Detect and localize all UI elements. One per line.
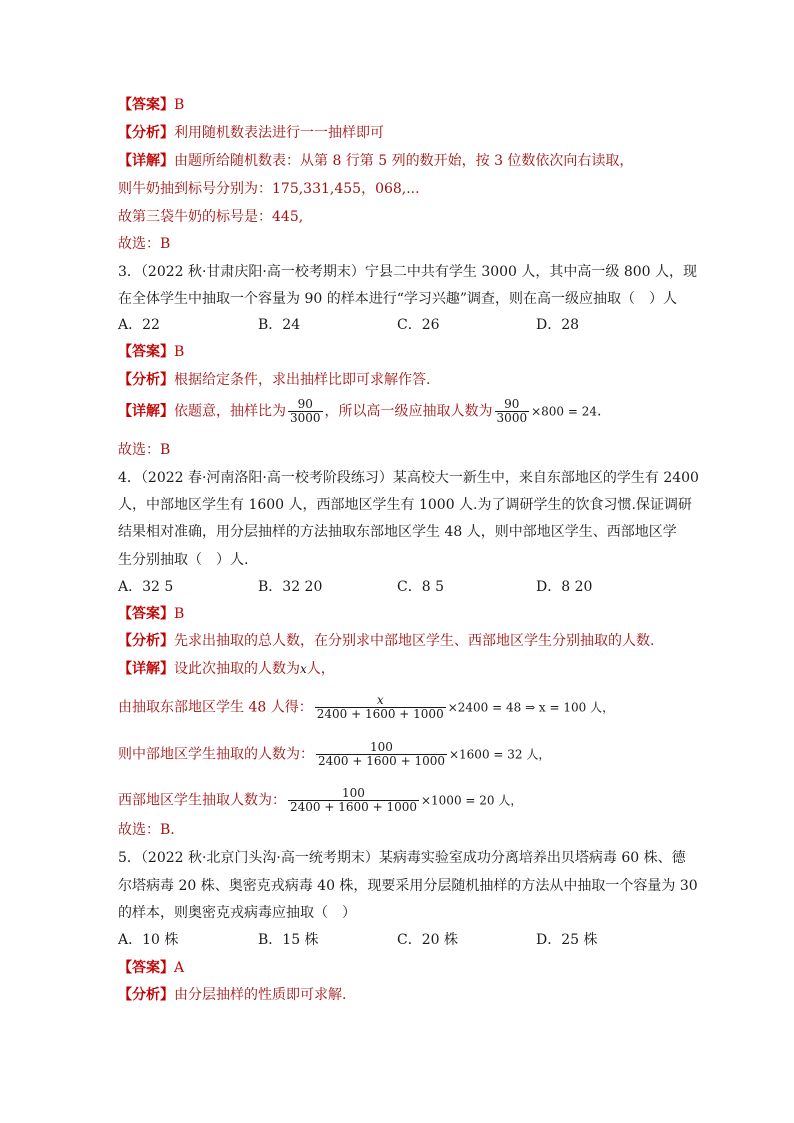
q4-option-d: D．8 20	[536, 579, 593, 595]
q5-analysis: 由分层抽样的性质即可求解.	[174, 987, 347, 1003]
q4-stem-2: 人，中部地区学生有 1600 人，西部地区学生有 1000 人.为了调研学生的饮食习惯.保证调研	[118, 497, 692, 513]
answer-tag: 【答案】	[118, 606, 174, 622]
q3-analysis: 根据给定条件，求出抽样比即可求解作答.	[174, 372, 431, 388]
q4-calc-line-1	[118, 694, 614, 721]
answer-tag: 【答案】	[118, 97, 174, 113]
q2-detail-line	[118, 152, 633, 170]
detail-tag: 【详解】	[118, 661, 174, 677]
q5-option-d: D．25 株	[536, 932, 598, 948]
q5-option-a: A．10 株	[118, 932, 179, 948]
q2-analysis: 利用随机数表法进行一一抽样即可	[174, 125, 384, 141]
q2-analysis-line	[118, 124, 384, 142]
q5-answer: A	[174, 960, 185, 976]
answer-tag: 【答案】	[118, 960, 174, 976]
q3-stem-2: 在全体学生中抽取一个容量为 90 的样本进行“学习兴趣”调查，则在高一级应抽取（ ）人	[118, 291, 678, 307]
q5-option-c: C．20 株	[397, 932, 458, 948]
q4-line2-pre: 则中部地区学生抽取的人数为：	[118, 746, 314, 763]
q3-detail-b: ，所以高一级应抽取人数为	[324, 403, 493, 420]
q3-frac-den-2: 3000	[496, 411, 528, 425]
q3-detail-line	[118, 398, 601, 425]
q4-answer: B	[174, 606, 185, 622]
q3-detail-c: ×800 = 24	[531, 404, 598, 419]
q4-stem-4: 生分别抽取（ ）人.	[118, 552, 249, 568]
q4-line3-den: 2400 + 1600 + 1000	[290, 800, 417, 814]
q3-frac-num-1: 90	[297, 397, 313, 411]
q4-line1-den: 2400 + 1600 + 1000	[316, 707, 444, 721]
q4-line3-pre: 西部地区学生抽取人数为：	[118, 792, 286, 809]
analysis-tag: 【分析】	[118, 372, 174, 388]
q4-var-x: x	[300, 662, 307, 676]
q4-stem-1: 4．（2022 春·河南洛阳·高一校考阶段练习）某高校大一新生中，来自东部地区的学生有 2400	[118, 470, 699, 486]
q2-detail-3: 故第三袋牛奶的标号是：445,	[118, 209, 304, 225]
q4-line2-post: ×1600 = 32 人，	[448, 747, 551, 762]
q5-stem-3: 的样本，则奥密克戎病毒应抽取（ ）	[118, 905, 356, 921]
q3-analysis-line	[118, 371, 430, 389]
q2-detail-1: 由题所给随机数表：从第 8 行第 5 列的数开始，按 3 位数依次向右读取，	[174, 153, 634, 169]
q5-stem-1: 5．（2022 秋·北京门头沟·高一统考期末）某病毒实验室成功分离培养出贝塔病毒 60 株、德	[118, 850, 686, 866]
answer-tag: 【答案】	[118, 344, 174, 360]
q4-line1-fraction	[315, 694, 446, 721]
q4-line2-num: 100	[370, 740, 393, 754]
q3-conclusion: 故选：B	[118, 442, 171, 458]
q3-frac-num-2: 90	[504, 397, 520, 411]
q4-calc-line-3	[118, 787, 522, 814]
q4-analysis: 先求出抽取的总人数，在分别求中部地区学生、西部地区学生分别抽取的人数.	[174, 633, 655, 649]
q4-conclusion: 故选：B.	[118, 822, 175, 838]
analysis-tag: 【分析】	[118, 125, 174, 141]
q4-line3-fraction	[288, 787, 419, 814]
q3-stem-1: 3．（2022 秋·甘肃庆阳·高一校考期末）宁县二中共有学生 3000 人，其中高一级 800 人，现	[118, 264, 698, 280]
q5-option-b: B．15 株	[258, 932, 319, 948]
q4-analysis-line	[118, 632, 654, 650]
q4-line2-fraction	[316, 741, 447, 768]
q3-detail-end: .	[597, 403, 602, 420]
q3-option-c: C．26	[397, 317, 440, 333]
q3-option-d: D．28	[536, 317, 580, 333]
detail-tag: 【详解】	[118, 153, 174, 169]
q2-answer: B	[174, 97, 185, 113]
q5-analysis-line	[118, 986, 346, 1004]
q2-detail-2: 则牛奶抽到标号分别为：175,331,455，068,...	[118, 181, 420, 197]
q2-conclusion: 故选：B	[118, 236, 171, 252]
q4-detail-b: 人，	[306, 661, 335, 677]
q5-stem-2: 尔塔病毒 20 株、奥密克戎病毒 40 株，现要采用分层随机抽样的方法从中抽取一个容量为 30	[118, 878, 698, 894]
q5-answer-line	[118, 959, 184, 977]
analysis-tag: 【分析】	[118, 987, 174, 1003]
q4-line1-pre: 由抽取东部地区学生 48 人得：	[118, 699, 313, 716]
q4-stem-3: 结果相对准确，用分层抽样的方法抽取东部地区学生 48 人，则中部地区学生、西部地区学	[118, 524, 677, 540]
q3-answer-line	[118, 343, 184, 361]
q3-answer: B	[174, 344, 185, 360]
q3-option-b: B．24	[258, 317, 301, 333]
q4-line1-post: ×2400 = 48 ⇒ x = 100 人，	[447, 700, 615, 715]
q3-fraction-1	[288, 398, 323, 425]
q4-calc-line-2	[118, 741, 550, 768]
q4-answer-line	[118, 605, 184, 623]
q4-option-c: C．8 5	[397, 579, 444, 595]
q2-answer-line	[118, 96, 184, 114]
q4-option-a: A．32 5	[118, 579, 174, 595]
q4-line1-num: x	[376, 693, 384, 707]
q3-detail-a: 依题意，抽样比为	[174, 403, 286, 420]
q3-option-a: A．22	[118, 317, 160, 333]
q3-frac-den-1: 3000	[290, 411, 321, 425]
q4-detail-a: 设此次抽取的人数为	[174, 661, 300, 677]
detail-tag: 【详解】	[118, 403, 174, 420]
q4-line2-den: 2400 + 1600 + 1000	[318, 754, 445, 768]
analysis-tag: 【分析】	[118, 633, 174, 649]
q4-line3-post: ×1000 = 20 人，	[420, 793, 523, 808]
q3-fraction-2	[495, 398, 530, 425]
q4-option-b: B．32 20	[258, 579, 323, 595]
q4-detail-line	[118, 660, 335, 678]
q4-line3-num: 100	[342, 786, 365, 800]
